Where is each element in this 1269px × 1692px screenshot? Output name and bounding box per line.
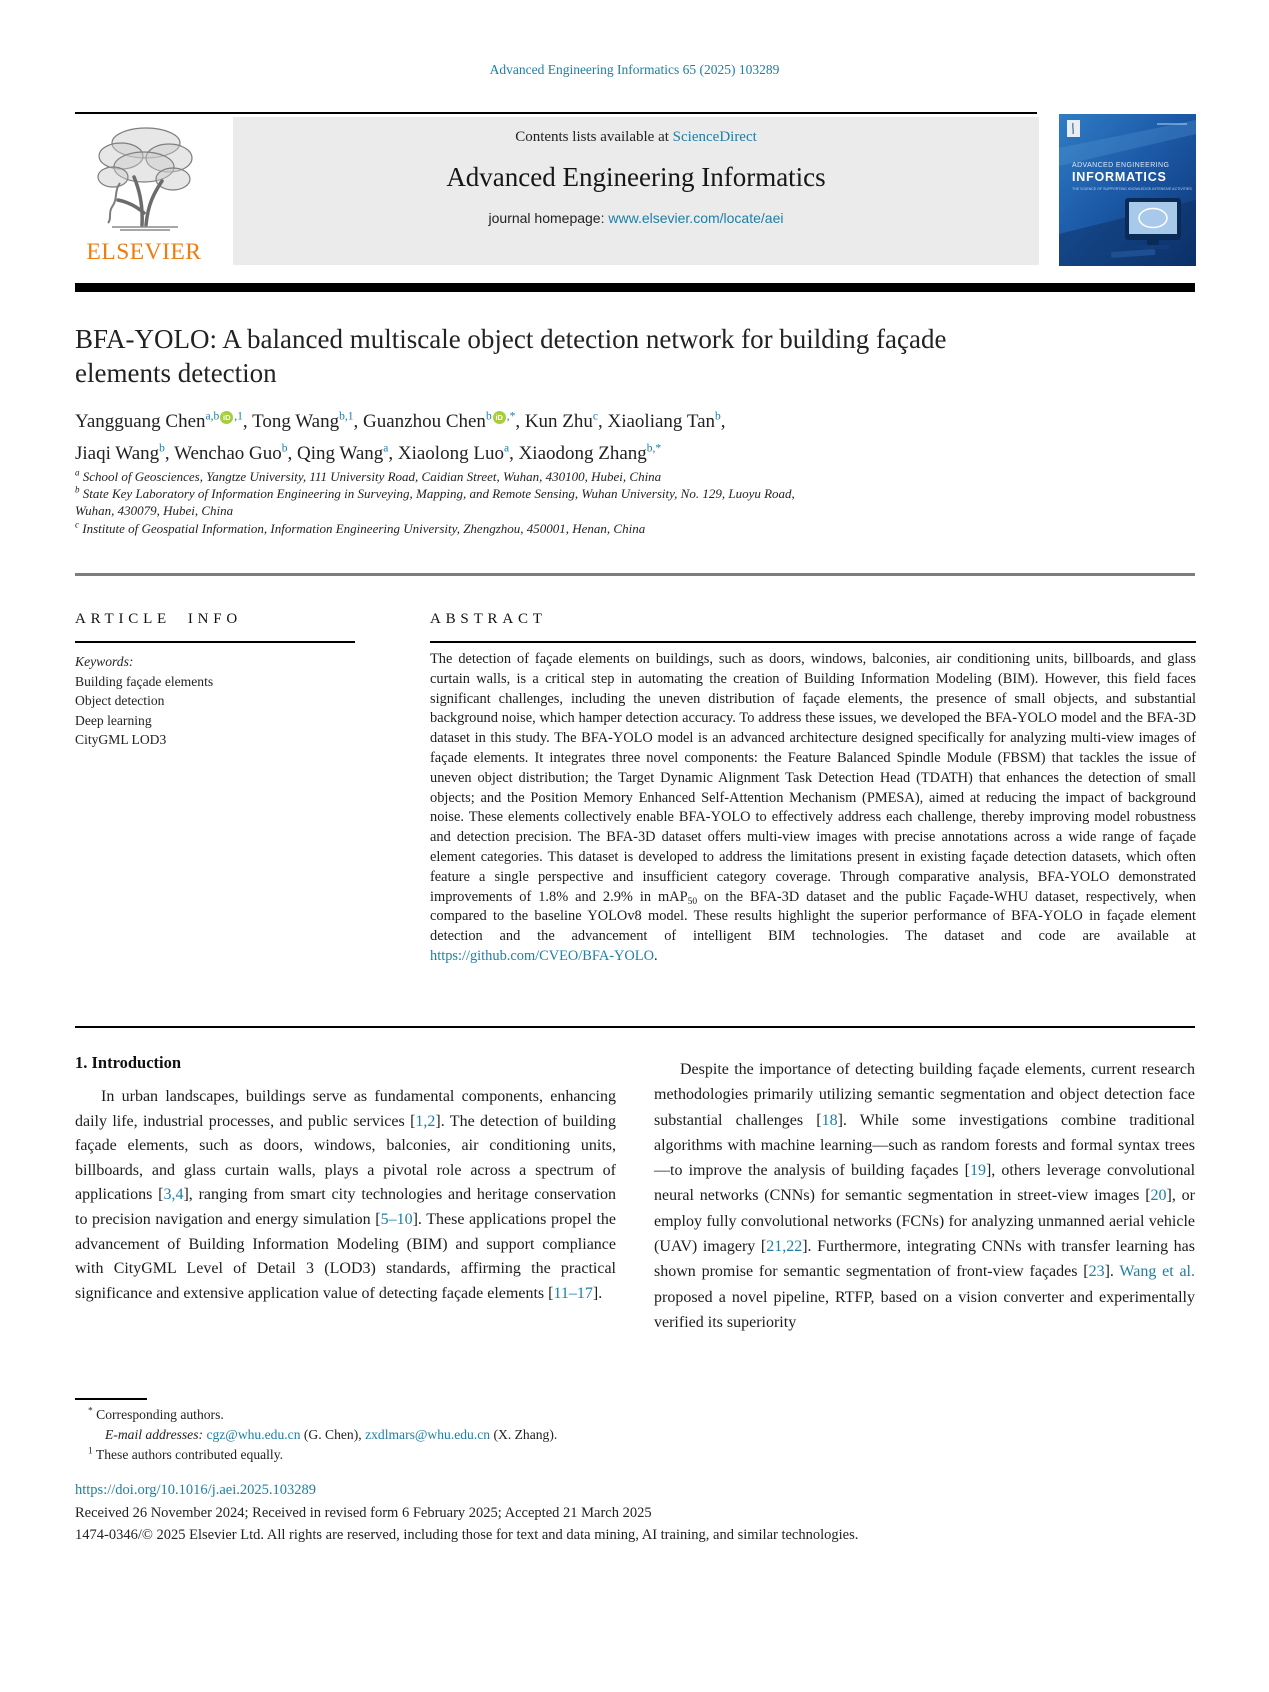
body-text: proposed a novel pipeline, RTFP, based on a vision converter and experimentally verified its superiority bbox=[654, 1288, 1195, 1331]
doi-link[interactable]: https://doi.org/10.1016/j.aei.2025.103289 bbox=[75, 1482, 316, 1498]
author-affiliation-sup: b bbox=[485, 410, 492, 423]
author-name: Qing Wang bbox=[297, 443, 384, 464]
author-name: Xiaolong Luo bbox=[397, 443, 504, 464]
author-line-1 bbox=[75, 406, 1175, 438]
author-name: Jiaqi Wang bbox=[75, 443, 160, 464]
elsevier-logo[interactable] bbox=[75, 119, 213, 266]
footnote-text: Corresponding authors. bbox=[92, 1407, 224, 1422]
affiliation-marker: b bbox=[75, 484, 80, 495]
journal-cover-art bbox=[1059, 114, 1196, 266]
author-separator: , bbox=[598, 411, 608, 432]
body-text: ], or employ fully convolutional networks (FCNs) for analyzing unmanned aerial vehicle (UAV) imagery [ bbox=[654, 1187, 1196, 1256]
journal-title: Advanced Engineering Informatics bbox=[446, 162, 826, 192]
elsevier-tree-icon bbox=[84, 119, 204, 233]
abstract-text bbox=[430, 650, 1196, 967]
keyword-item: Deep learning bbox=[75, 712, 152, 728]
abstract-rule bbox=[430, 641, 1196, 643]
author-name: Tong Wang bbox=[252, 411, 340, 432]
intro-paragraph bbox=[654, 1057, 1195, 1335]
citation-link[interactable]: 20 bbox=[1150, 1187, 1167, 1205]
footnote-rule bbox=[75, 1398, 147, 1400]
homepage-label: journal homepage: bbox=[488, 210, 609, 226]
citation-link[interactable]: 19 bbox=[969, 1162, 986, 1180]
affiliation-marker: a bbox=[75, 467, 80, 478]
body-text: ]. bbox=[592, 1284, 603, 1302]
author-affiliation-sup: b bbox=[159, 442, 165, 455]
author-affiliation-sup: b bbox=[281, 442, 288, 455]
author-name: Kun Zhu bbox=[524, 411, 593, 432]
citation-link[interactable]: 18 bbox=[821, 1111, 838, 1129]
journal-cover-thumbnail[interactable] bbox=[1059, 114, 1196, 266]
author-separator: , bbox=[242, 411, 253, 432]
affiliation bbox=[75, 485, 817, 519]
footnote-text: These authors contributed equally. bbox=[92, 1447, 284, 1462]
author-separator: , bbox=[388, 443, 398, 464]
footnote-marker: * bbox=[88, 1406, 93, 1417]
author-affiliation-sup: ,* bbox=[506, 410, 516, 423]
abstract-segment: on the BFA-3D dataset and the public Façade-WHU dataset, respectively, when compared to the baseline YOLOv8 model. These results highlight the superior performance of BFA-YOLO in façade element detection and the advancement of intelligent BIM technologies. The dataset and code are available at bbox=[430, 888, 1197, 945]
author-name: Wenchao Guo bbox=[174, 443, 282, 464]
citation-link[interactable]: 23 bbox=[1088, 1263, 1105, 1281]
journal-homepage-line bbox=[233, 210, 1039, 226]
keywords-label: Keywords: bbox=[75, 654, 134, 669]
orcid-icon[interactable]: iD bbox=[493, 411, 506, 424]
body-text: ], others leverage convolutional neural networks (CNNs) for semantic segmentation in street-view images [ bbox=[654, 1162, 1196, 1205]
journal-banner bbox=[233, 117, 1039, 265]
author-affiliation-sup: ,1 bbox=[234, 410, 243, 423]
body-text: In urban landscapes, buildings serve as fundamental components, enhancing daily life, industrial processes, and public services [ bbox=[75, 1088, 616, 1130]
affiliation-text: Institute of Geospatial Information, Information Engineering University, Zhengzhou, 450001, Henan, China bbox=[79, 520, 646, 536]
section-divider-rule bbox=[75, 573, 1195, 576]
citation-link[interactable]: 21,22 bbox=[766, 1238, 803, 1256]
author-separator: , bbox=[164, 443, 175, 464]
affiliation bbox=[75, 520, 817, 537]
body-text: ]. While some investigations combine traditional algorithms with machine learning—such as random forests and formal syntax trees—to improve the analysis of building façades [ bbox=[654, 1111, 1195, 1180]
journal-homepage-link[interactable]: www.elsevier.com/locate/aei bbox=[608, 210, 784, 226]
keywords-block bbox=[75, 652, 375, 750]
author-affiliation-sup: c bbox=[592, 410, 598, 423]
article-info-rule bbox=[75, 641, 355, 643]
author-affiliation-sup: a,b bbox=[205, 410, 220, 423]
citation-link[interactable]: 11–17 bbox=[553, 1284, 593, 1302]
affiliation-marker: c bbox=[75, 519, 79, 530]
author-name: Guanzhou Chen bbox=[362, 411, 486, 432]
author-list bbox=[75, 406, 1175, 470]
author-separator: , bbox=[515, 411, 525, 432]
author-affiliation-sup: a bbox=[503, 442, 510, 455]
article-info-heading: ARTICLE INFO bbox=[75, 611, 243, 627]
intro-paragraph bbox=[75, 1085, 616, 1306]
footnote-text: (G. Chen), bbox=[300, 1427, 366, 1442]
email-link[interactable]: cgz@whu.edu.cn bbox=[206, 1427, 301, 1442]
author-affiliation-sup: b,* bbox=[646, 442, 662, 455]
footnotes-block bbox=[75, 1405, 835, 1465]
author-line-2 bbox=[75, 438, 1175, 470]
author-separator: , bbox=[353, 411, 363, 432]
body-text: ], ranging from smart city technologies and heritage conservation to precision navigation and energy simulation [ bbox=[75, 1186, 616, 1228]
section-heading-introduction: 1. Introduction bbox=[75, 1053, 182, 1072]
map50-subscript: 50 bbox=[687, 896, 698, 907]
email-label: E-mail addresses: bbox=[105, 1427, 207, 1442]
received-dates-line: Received 26 November 2024; Received in revised form 6 February 2025; Accepted 21 March 2025 bbox=[75, 1505, 652, 1521]
abstract-segment: . bbox=[654, 947, 658, 964]
email-addresses-note bbox=[75, 1425, 835, 1445]
github-repo-link[interactable]: https://github.com/CVEO/BFA-YOLO bbox=[430, 947, 654, 964]
sciencedirect-link[interactable]: ScienceDirect bbox=[672, 129, 757, 145]
affiliations bbox=[75, 468, 817, 537]
author-name: Yangguang Chen bbox=[75, 411, 206, 432]
affiliation bbox=[75, 468, 817, 485]
citation-link[interactable]: 3,4 bbox=[163, 1186, 184, 1204]
cover-title-line2: INFORMATICS bbox=[1072, 170, 1167, 184]
affiliation-text: State Key Laboratory of Information Engineering in Surveying, Mapping, and Remote Sensing, Wuhan University, No. 129, Luoyu Road, Wuhan, 430079, Hubei, China bbox=[75, 486, 795, 519]
orcid-icon[interactable]: iD bbox=[220, 411, 233, 424]
author-name: Xiaodong Zhang bbox=[518, 443, 647, 464]
author-reference-link[interactable]: Wang et al. bbox=[1119, 1263, 1196, 1281]
footnote-text: (X. Zhang). bbox=[490, 1427, 558, 1442]
author-affiliation-sup: b,1 bbox=[339, 410, 354, 423]
abstract-segment: The detection of façade elements on buildings, such as doors, windows, balconies, air conditioning units, billboards, and glass curtain walls, is a critical step in automating the creation of Building Information Modeling (BIM). However, this field faces significant challenges, including the uneven distribution of façade elements, the presence of small objects, and substantial background noise, which hamper detection accuracy. To address these issues, we developed the BFA-YOLO model and the BFA-3D dataset in this study. The BFA-YOLO model is an advanced architecture designed specifically for analyzing multi-view images of façade elements. It integrates three novel components: the Feature Balanced Spindle Module (FBSM) that tackles the issue of uneven object distribution; the Target Dynamic Alignment Task Detection Head (TDATH) that enhances the detection of small objects; and the Position Memory Enhanced Self-Attention Mechanism (PMESA), aimed at reducing the impact of background noise. These elements collectively enable BFA-YOLO to effectively address each challenge, thereby improving model robustness and detection precision. The BFA-3D dataset offers multi-view images with precise annotations across a wide range of façade element categories. This dataset is developed to address the limitations present in existing façade detection datasets, which often feature a single perspective and insufficient category coverage. Through comparative analysis, BFA-YOLO demonstrated improvements of 1.8% and 2.9% in mAP bbox=[430, 651, 1196, 905]
contents-line bbox=[233, 129, 1039, 146]
cover-subtitle: THE SCIENCE OF SUPPORTING KNOWLEDGE-INTENSIVE ACTIVITIES bbox=[1072, 187, 1192, 191]
keyword-item: Building façade elements bbox=[75, 673, 214, 689]
abstract-heading: ABSTRACT bbox=[430, 611, 547, 627]
author-affiliation-sup: a bbox=[383, 442, 389, 455]
author-name: Xiaoliang Tan bbox=[607, 411, 716, 432]
cover-title-line1: ADVANCED ENGINEERING bbox=[1072, 162, 1170, 169]
contents-prefix: Contents lists available at bbox=[515, 129, 673, 145]
abstract-bottom-rule bbox=[75, 1026, 1195, 1028]
affiliation-text: School of Geosciences, Yangtze University, 111 University Road, Caidian Street, Wuhan, 430100, Hubei, China bbox=[79, 469, 662, 484]
citation-link[interactable]: 1,2 bbox=[415, 1112, 436, 1130]
header-divider-bar bbox=[75, 283, 1195, 292]
body-text: ]. bbox=[1104, 1263, 1120, 1281]
author-affiliation-sup: b bbox=[715, 410, 721, 423]
body-text: Despite the importance of detecting building façade elements, current research methodologies primarily utilizing semantic segmentation and object detection face substantial challenges [ bbox=[654, 1061, 1195, 1129]
email-link[interactable]: zxdlmars@whu.edu.cn bbox=[365, 1427, 491, 1442]
footnote-marker: 1 bbox=[88, 1446, 93, 1457]
author-separator: , bbox=[720, 411, 726, 432]
header-top-rule bbox=[75, 112, 1037, 114]
elsevier-wordmark: ELSEVIER bbox=[86, 239, 202, 265]
author-separator: , bbox=[509, 443, 519, 464]
body-text: ]. These applications propel the advancement of Building Information Modeling (BIM) and support compliance with CityGML Level of Detail 3 (LOD3) standards, affirming the practical significance and extensive application value of detecting façade elements [ bbox=[75, 1210, 617, 1302]
corresponding-authors-note bbox=[75, 1405, 835, 1425]
intro-column-left bbox=[75, 1085, 616, 1306]
keyword-item: CityGML LOD3 bbox=[75, 732, 167, 747]
author-separator: , bbox=[287, 443, 297, 464]
body-text: ]. The detection of building façade elements, such as doors, windows, balconies, air conditioning units, billboards, and glass curtain walls, plays a pivotal role across a spectrum of applications [ bbox=[75, 1112, 617, 1204]
keyword-item: Object detection bbox=[75, 693, 165, 708]
copyright-line: 1474-0346/© 2025 Elsevier Ltd. All rights are reserved, including those for text and data mining, AI training, and similar technologies. bbox=[75, 1527, 859, 1543]
citation-link[interactable]: 5–10 bbox=[380, 1210, 413, 1228]
body-text: ]. Furthermore, integrating CNNs with transfer learning has shown promise for semantic segmentation of front-view façades [ bbox=[654, 1238, 1195, 1281]
equal-contribution-note bbox=[75, 1445, 835, 1465]
journal-reference: Advanced Engineering Informatics 65 (2025) 103289 bbox=[489, 62, 780, 77]
intro-column-right bbox=[654, 1057, 1195, 1335]
article-title: BFA-YOLO: A balanced multiscale object detection network for building façade elements detection bbox=[75, 324, 947, 388]
